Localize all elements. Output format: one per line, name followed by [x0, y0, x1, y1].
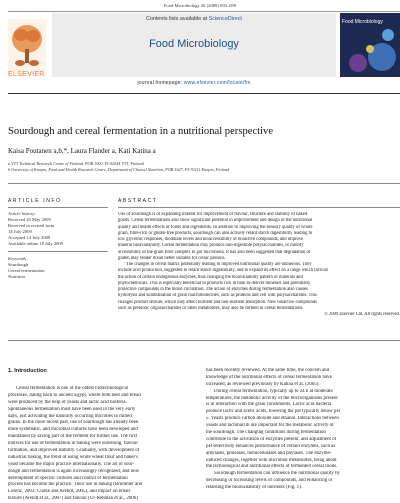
body-line: knowledge of the nutritional effects of cereal fermentation have	[206, 374, 332, 380]
body-line: yeast became the major practice internationally. The art of sour-	[8, 461, 135, 467]
front-matter-rule	[8, 183, 400, 184]
abstract-line: accessibility of the grain fibre complex to gut microbiota. It has also been suggested that degradation of	[118, 249, 311, 255]
article-info-rule	[8, 207, 108, 208]
abstract-line: the action of certain endogenous enzymes, thus changing the bioavailability pattern of minerals and	[118, 274, 303, 280]
body-line: maintained by saving part of the ferment for further use. The first	[8, 434, 138, 440]
abstract-line: phytochemicals. This is especially beneficial in products rich in bran to deliver minerals and potentially	[118, 280, 311, 286]
keywords-rule	[8, 251, 108, 252]
abstract-line: grain, fibre-rich or gluten-free products, sourdough can also actively retard starch digestibility leading to	[118, 230, 313, 236]
homepage-prefix: journal homepage:	[137, 80, 184, 86]
body-line: Cereal fermentation is one of the oldest biotechnological	[16, 386, 129, 391]
body-line: more systematic, and microbial cultures have been developed and	[8, 427, 138, 433]
abstract-line: such as prebiotic oligosaccharides or other metabolites, may also be formed in cereal fermentations.	[118, 305, 304, 311]
article-authors: Kaisa Poutanen a,b,*, Laura Flander a, Kati Katina a	[8, 147, 156, 155]
journal-homepage	[52, 80, 336, 86]
body-line: days, just activating the naturally occurring microbes in milled	[8, 413, 132, 419]
body-line: temperatures, the metabolic activity of the microorganisms present	[206, 395, 338, 401]
body-line: During cereal fermentation, typically up to 24 h at moderate	[214, 388, 333, 394]
body-line: the sourdough. The changing conditions during fermentation	[206, 430, 326, 436]
history-accepted: Accepted 14 July 2009	[8, 235, 51, 240]
abstract-line: low glycemic responses, modulate levels and bioaccessibility of bioactive compounds, and improve	[118, 237, 304, 243]
body-rule	[8, 340, 400, 341]
abstract-line: quality and health effects of foods and ingredients. In addition to improving the sensory quality of whole	[118, 224, 313, 230]
body-line: retarding the bioavailability of nutrients (Fig. 1).	[206, 485, 302, 491]
abstract-line: gluten may render bread better suitable for celiac persons.	[118, 255, 226, 261]
journal-title: Food Microbiology	[149, 38, 239, 50]
masthead-top-rule	[8, 11, 400, 12]
sciencedirect-link[interactable]: ScienceDirect	[208, 16, 242, 22]
body-line: pH selectively enhances performance of certain enzymes, such as	[206, 443, 336, 449]
abstract-line: include acid production, suggested to retard starch digestibility, and to expand its effect on a range which favours	[118, 268, 329, 274]
keyword-item: Sourdough	[8, 262, 29, 267]
abstract-line: protective compounds in the blood circulation. The action of enzymes during fermentation also causes	[118, 287, 308, 293]
body-column-left	[8, 368, 194, 503]
body-line: increased, as reviewed previously by Katina et al. (2005).	[206, 381, 320, 387]
keywords-label: Keywords:	[8, 256, 28, 261]
keyword-item: Cereal fermentation	[8, 268, 45, 273]
body-line: grains. In the more recent past, use of sourdough has already been	[8, 420, 139, 426]
body-line: produce lactic and acetic acids, lowering the pH typically below pH	[206, 409, 340, 415]
masthead-rule	[8, 93, 400, 94]
history-online: Available online 18 July 2009	[8, 241, 64, 246]
body-line: decreasing or increasing levels of compounds, and enhancing or	[206, 478, 333, 484]
abstract-rule	[118, 207, 400, 208]
body-line: were produced by the help of yeasts and lactic acid bacteria.	[8, 399, 127, 405]
abstract-line: goods. Cereal fermentations also show significant potential in improvement and design of the nutritional	[118, 218, 313, 224]
body-line: Spontaneous fermentation must have been used in the very early	[8, 406, 136, 412]
journal-cover-image	[340, 13, 400, 77]
body-line: contribute to the activation of enzymes present, and adjustment of	[206, 436, 337, 442]
publisher-wordmark: ELSEVIER	[8, 71, 45, 78]
article-info-heading: ARTICLE INFO	[8, 198, 62, 204]
contents-line	[52, 16, 336, 22]
abstract-heading: ABSTRACT	[118, 198, 158, 204]
cover-title: Food Microbiology	[342, 19, 383, 25]
contents-prefix: Contents lists available at	[146, 16, 209, 22]
section-heading: 1. Introduction	[8, 368, 47, 374]
abstract-line: changes product texture, which may affect nutrient and non-nutrient absorption. New bioactive compounds	[118, 299, 317, 305]
body-line: processes, dating back to ancient Egypt, where both beer and bread	[8, 392, 141, 398]
abstract-line: Use of sourdough is of expanding interest for improvement of flavour, structure and stability of baked	[118, 212, 308, 217]
abstract-line: hydrolysis and solubilisation of grain macromolecules, such as proteins and cell wall polysaccharides. This	[118, 293, 317, 299]
homepage-link[interactable]: www.elsevier.com/locate/fm	[183, 80, 251, 86]
article-title: Sourdough and cereal fermentation in a nutritional perspective	[8, 126, 274, 137]
body-line: motives for use of fermentation in baking were leavening, flavour	[8, 441, 138, 447]
history-revised-date: 14 July 2009	[8, 229, 32, 234]
body-line: industrial baking, the trend of using white wheat flour and baker's	[8, 454, 138, 460]
body-line: the technological and nutritional effects of fermented cereal foods.	[206, 464, 338, 470]
copyright-notice: © 2009 Elsevier Ltd. All rights reserved.	[324, 312, 400, 318]
body-line: yeasts and lactobacilli are important for the metabolic activity of	[206, 423, 334, 429]
body-line: Lorenz, 2003; Clarke and Arendt, 2005), and impact on bread	[8, 489, 130, 495]
body-line: development of specific cultures and control of fermentation	[8, 475, 128, 481]
affiliation-b: b University of Kuopio, Food and Health Research Centre, Department of Clinical Nutrition, POB 1627, FI-70211 Kuopio, Finland	[8, 167, 230, 172]
running-head: Food Microbiology 26 (2009) 693–699	[163, 3, 237, 8]
history-revised: Received in revised form	[8, 223, 55, 228]
elsevier-tree-logo	[8, 19, 46, 71]
body-line: induced changes, together with microbial metabolites, bring about	[206, 457, 337, 463]
body-line: Sourdough fermentation can influence the nutritional quality by	[214, 471, 341, 477]
body-line: is in interaction with the grain constituents. Lactic acid bacteria	[206, 402, 332, 408]
affiliation-a: a VTT Technical Research Centre of Finland, POB 1000, FI-02044 VTT, Finland	[8, 161, 144, 166]
body-line: amylases, proteases, hemicellulases and phytases. The enzyme-	[206, 450, 332, 456]
body-line: 5. Yeasts produce carbon dioxide and ethanol. Interactions between	[206, 416, 339, 422]
abstract-line: The changes in cereal matrix potentially leading to improved nutritional quality are numerous. They	[126, 262, 312, 268]
body-line: texture (Arendt et al., 2007) and flavour (Ur-Rehman et al., 2006)	[8, 496, 138, 502]
body-line: dough and fermentation is again increasingly recognized, and now	[8, 468, 140, 474]
body-line: formation, and improved stability. Gradually, with development of	[8, 448, 140, 454]
abstract-line: mineral bioavailability. Cereal fermentation may produce non-digestible polysaccharides, or modify	[118, 243, 304, 249]
body-line: process has become the practice. Their use in baking (Brümmer and	[8, 482, 143, 488]
history-label: Article history:	[8, 211, 36, 216]
body-column-right	[206, 368, 400, 492]
abstract-body	[118, 212, 400, 319]
keyword-item: Nutrition	[8, 274, 25, 279]
body-line: has been recently reviewed. At the same time, the concern and	[206, 368, 330, 373]
history-received: Received 20 May 2009	[8, 217, 51, 222]
